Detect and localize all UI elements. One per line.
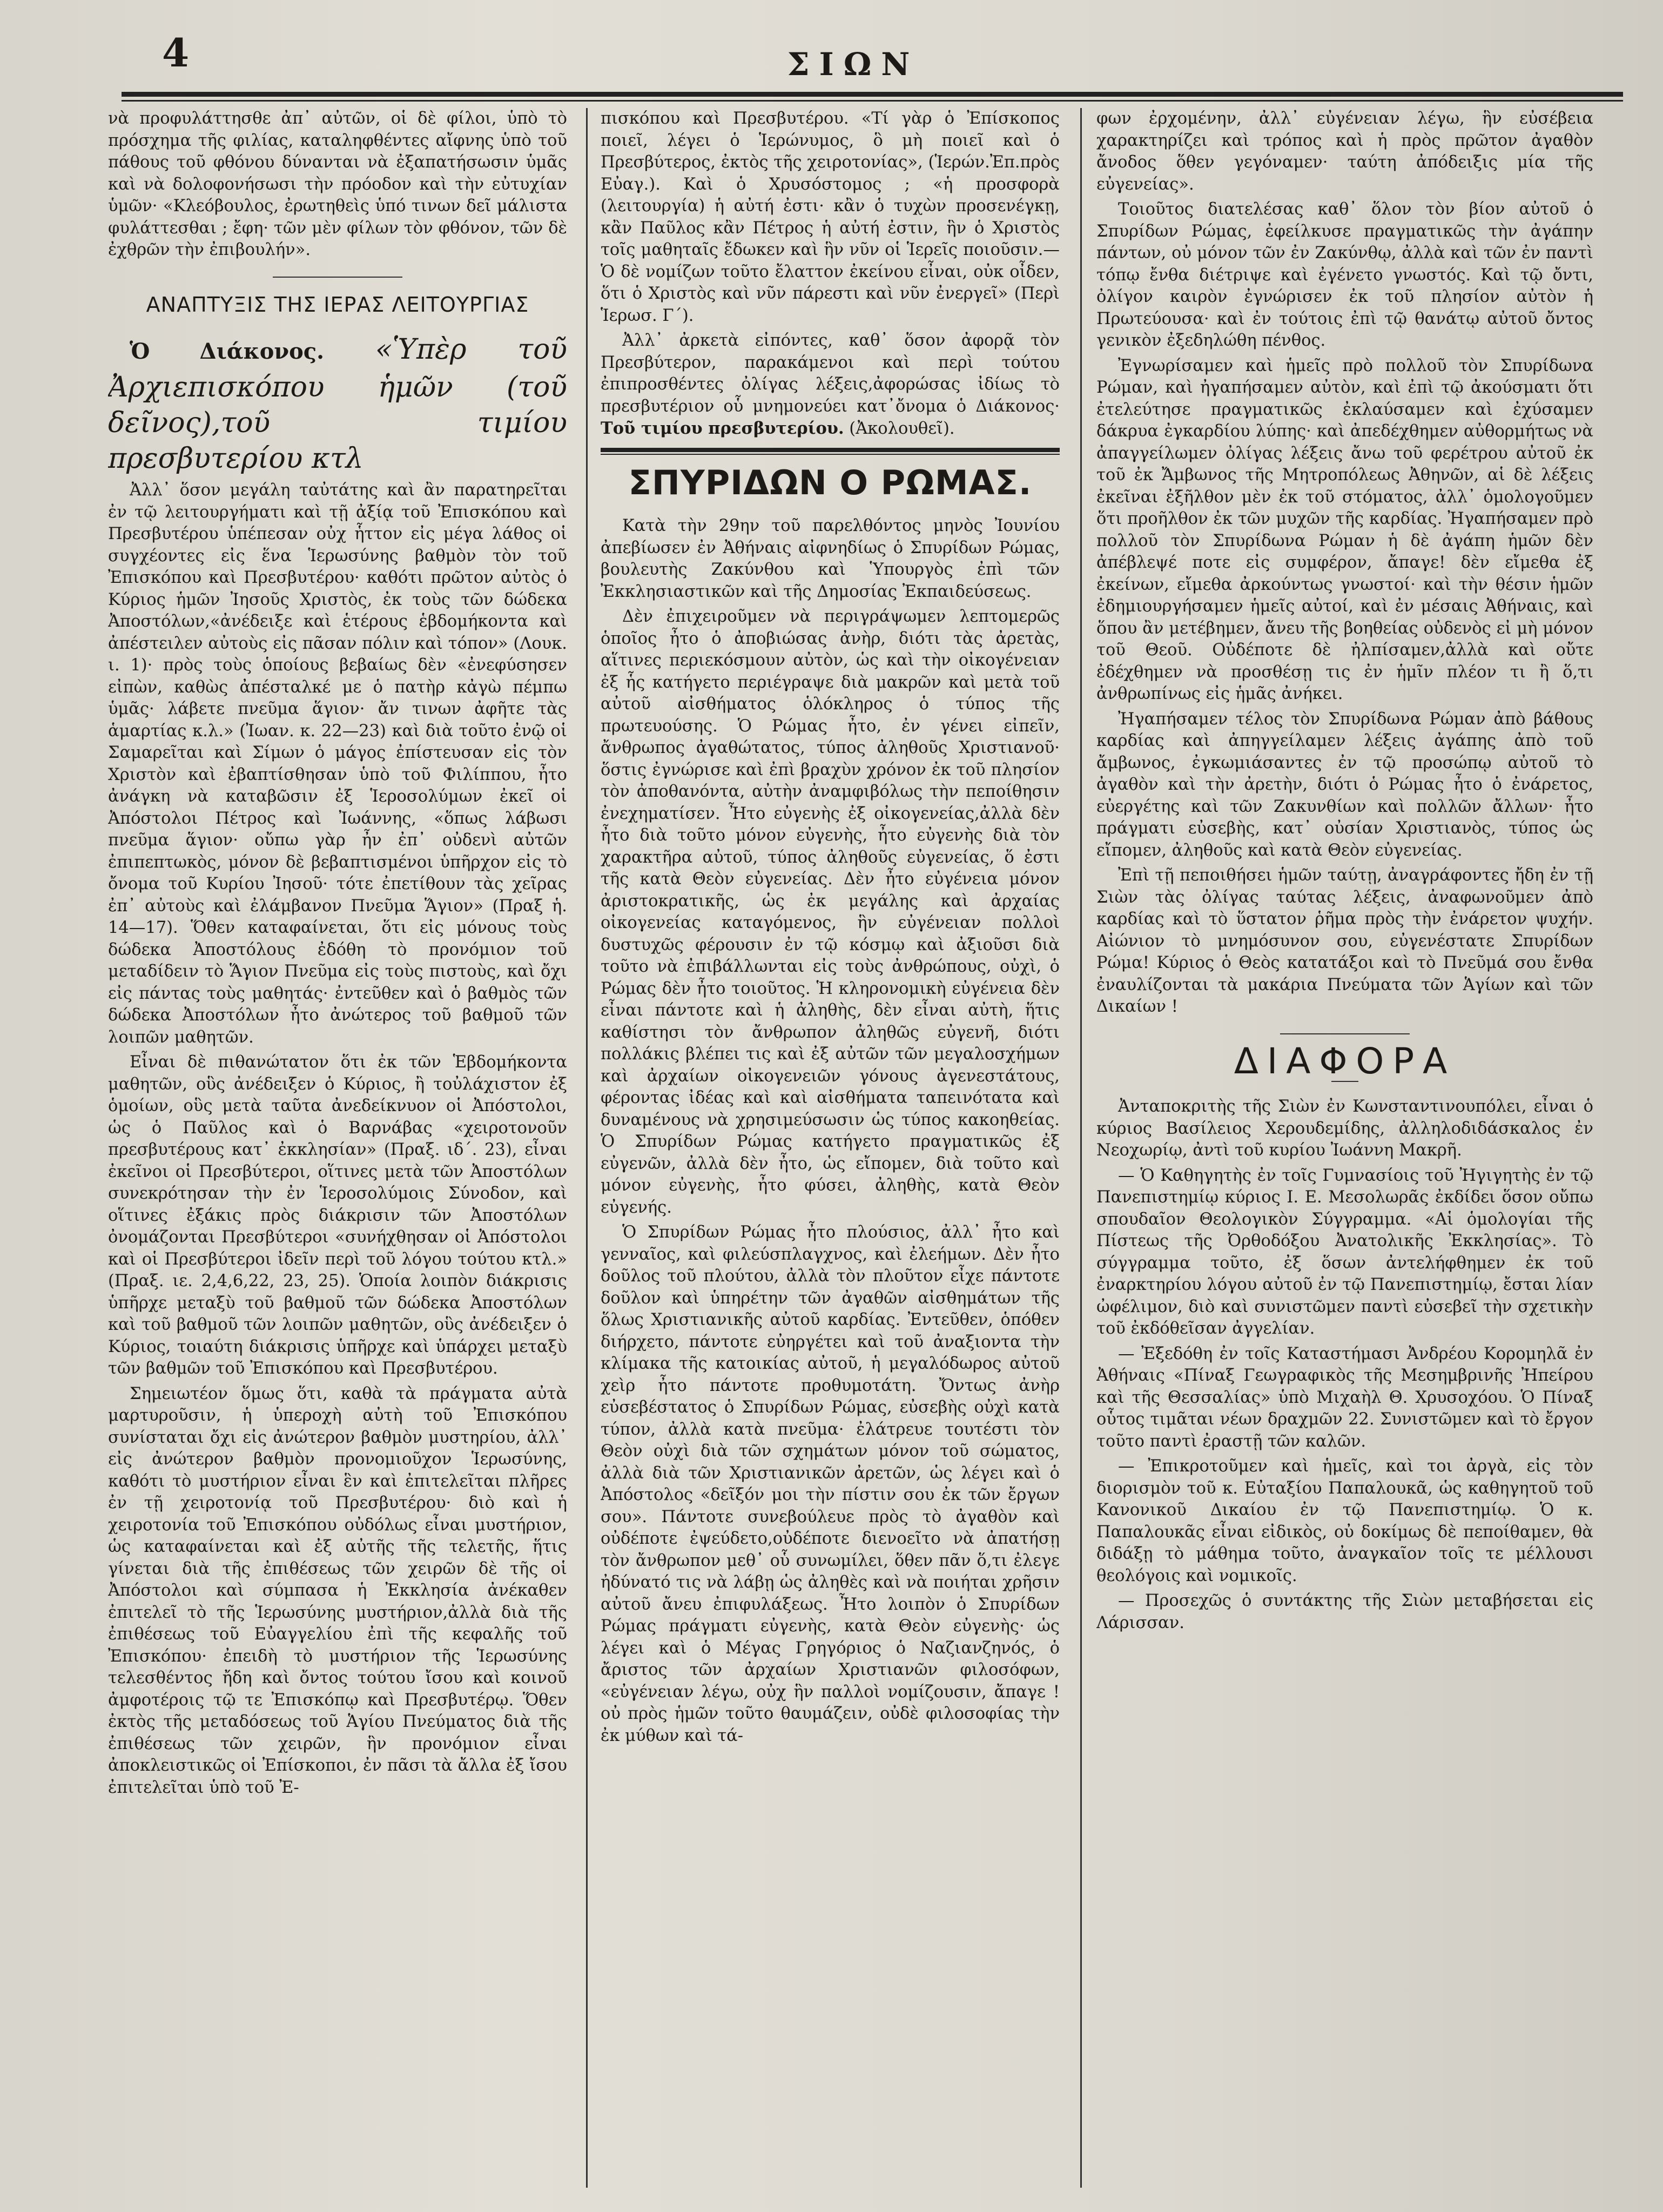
lead-label: Ὁ Διάκονος. xyxy=(130,339,325,364)
separator-rule xyxy=(1280,1033,1410,1034)
news-item: Ἀνταποκριτὴς τῆς Σιὼν ἐν Κωνσταντινουπόλει, εἶναι ὁ κύριος Βασίλειος Χερουδεμίδης, ἀλληλοδιδάσκαλος ἐν Νεοχωρίῳ, ἀντὶ τοῦ κυρίου Ἰωάννη Μακρῆ. xyxy=(1096,1097,1593,1160)
paragraph: Τοιοῦτος διατελέσας καθ᾽ ὅλον τὸν βίον αὐτοῦ ὁ Σπυρίδων Ρώμας, ἐφείλκυσε πραγματικῶς τὴν ἀγάπην πάντων, οὐ μόνον τῶν ἐν Ζακύνθῳ, ἀλλὰ καὶ τῶν ἐν παντὶ τόπῳ ἔνθα διέτριψε καὶ ἐγένετο γνωστός. Καὶ τῷ ὄντι, ὀλίγον καιρὸν ἐγνώρισεν ἐκ τοῦ πλησίον αὐτὸν ἡ Πρωτεύουσα· καὶ ἐν τούτοις ἐπὶ τῷ θανάτῳ αὐτοῦ ὄντος γενικὸν ἐξεδηλώθη πένθος. xyxy=(1096,200,1593,350)
paragraph: Σημειωτέον ὅμως ὅτι, καθὰ τὰ πράγματα αὐτὰ μαρτυροῦσιν, ἡ ὑπεροχὴ αὐτὴ τοῦ Ἐπισκόπου συνίσταται ὄχι εἰς ἀνώτερον βαθμὸν μυστηρίου, ἀλλ᾽ εἰς ἀνώτερον βαθμὸν προνομιοῦχον Ἱερωσύνης, καθότι τὸ μυστήριον εἶναι ἓν καὶ ἐπιτελεῖται πλῆρες ἐν τῇ χειροτονίᾳ τοῦ Πρεσβυτέρου· διὸ καὶ ἡ χειροτονία τοῦ Ἐπισκόπου οὐδόλως εἶναι μυστήριον, ὡς καταφαίνεται καὶ ἐξ αὐτῆς τῆς τελετῆς, ἥτις γίνεται διὰ τῆς ἐπιθέσεως τῶν χειρῶν δὲ τῆς οἱ Ἀπόστολοι καὶ σύμπασα ἡ Ἐκκλησία ἀνέκαθεν ἐπιτελεῖ τὸ τῆς Ἱερωσύνης μυστήριον,ἀλλὰ διὰ τῆς ἐπιθέσεως τοῦ Εὐαγγελίου ἐπὶ τῆς κεφαλῆς τοῦ Ἐπισκόπου· ἐπειδὴ τὸ μυστήριον τῆς Ἱερωσύνης τελεσθέντος ἤδη καὶ ὄντος τούτου ἴσου καὶ κοινοῦ ἀμφοτέροις τῷ τε Ἐπισκόπῳ καὶ Πρεσβυτέρῳ. Ὅθεν ἐκτὸς τῆς μεταδόσεως τοῦ Ἁγίου Πνεύματος διὰ τῆς ἐπιθέσεως τῶν χειρῶν, ἣν προνόμιον εἶναι ἀποκλειστικῶς οἱ Ἐπίσκοποι, ἐν πᾶσι τὰ ἄλλα ἐξ ἴσου ἐπιτελεῖται ὑπὸ τοῦ Ἐ- xyxy=(108,1384,567,1797)
lead-text: «Ὑπὲρ τοῦ Ἀρχιεπισκόπου ἡμῶν (τοῦ δεῖνος),τοῦ τιμίου πρεσβυτερίου κτλ xyxy=(108,333,567,475)
article-rule xyxy=(601,448,1060,455)
paragraph: φων ἐρχομένην, ἀλλ᾽ εὐγένειαν λέγω, ἣν εὐσέβεια χαρακτηρίζει καὶ τρόπος καὶ ἡ πρὸς πρῶτον ἀγαθὸν ἄνοδος ὅθεν γεγόναμεν· ταύτη ἀπόδειξις μία τῆς εὐγενείας». xyxy=(1096,109,1593,194)
paragraph: Δὲν ἐπιχειροῦμεν νὰ περιγράψωμεν λεπτομερῶς ὁποῖος ἦτο ὁ ἀποβιώσας ἀνὴρ, διότι τὰς ἀρετὰς, αἵτινες περιεκόσμουν αὐτὸν, ὡς καὶ τὴν οἰκογένειαν ἐξ ἧς κατήγετο περιέγραψε διὰ μακρῶν καὶ μετὰ τοῦ αὐτοῦ αἰσθήματος ὁλόκληρος ὁ τύπος τῆς πρωτευούσης. Ὁ Ρώμας ἦτο, ἐν γένει εἰπεῖν, ἄνθρωπος ἀγαθώτατος, τύπος ἀληθοῦς Χριστιανοῦ· ὅστις ἐγνώρισε καὶ ἐπὶ βραχὺν χρόνον ἐκ τοῦ πλησίον τὸν ἀποθανόντα, αὐτὴν ἀναμφιβόλως τὴν πεποίθησιν ἐνεχηματίσεν. Ἦτο εὐγενὴς ἐξ οἰκογενείας,ἀλλὰ δὲν ἦτο διὰ τοῦτο μόνον εὐγενὴς, ἦτο εὐγενὴς διὰ τὸν χαρακτῆρα αὐτοῦ, τύπος ἀληθοῦς εὐγενείας, ὅ ἐστι τῆς κατὰ Θεὸν εὐγενείας. Δὲν ἦτο εὐγένεια μόνον ἀριστοκρατικῆς, ὡς ἐκ μεγάλης καὶ ἀρχαίας οἰκογενείας καταγόμενος, ἣν εὐγένειαν πολλοὶ δυστυχῶς φέρουσιν ἐν τῷ κόσμῳ καὶ ἀξιοῦσι διὰ τοῦτο νὰ ἐπιβάλλωνται εἰς τοὺς ἀνθρώπους, οὐχὶ, ὁ Ρώμας δὲν ἦτο τοιοῦτος. Ἡ κληρονομικὴ εὐγένεια δὲν εἶναι πάντοτε καὶ ἡ ἀληθὴς, δὲν εἶναι αὐτὴ, ἥτις καθίστησι τὸν ἄνθρωπον ἀληθῶς εὐγενῆ, διότι πολλάκις βλέπει τις καὶ ἐξ αὐτῶν τῶν μεγαλοσχήμων καὶ ἀρχαίων οἰκογενειῶν γόνους ἀγενεστάτους, φέροντας ἰδέας καὶ καὶ αἰσθήματα ταπεινότατα καὶ δυναμένους νὰ χρησιμεύσωσιν ὡς τύπος κακοηθείας. Ὁ Σπυρίδων Ρώμας κατήγετο πραγματικῶς ἐξ εὐγενῶν, ἀλλὰ δὲν ἦτο, ὡς εἴπομεν, διὰ τοῦτο καὶ μόνον εὐγενὴς, ἦτο φύσει, ἀληθὴς, κατὰ Θεὸν εὐγενής. xyxy=(601,607,1060,1217)
page-number: 4 xyxy=(162,30,190,76)
column-rule-2 xyxy=(1080,108,1082,2188)
column-rule-1 xyxy=(586,108,588,2188)
bold-phrase: Τοῦ τιμίου πρεσβυτερίου. xyxy=(601,419,844,438)
column-3 xyxy=(1096,108,1593,2193)
paragraph: Ἐγνωρίσαμεν καὶ ἡμεῖς πρὸ πολλοῦ τὸν Σπυρίδωνα Ρώμαν, καὶ ἠγαπήσαμεν αὐτὸν, καὶ ἐπὶ τῷ ἀκούσματι ὅτι ἐτελεύτησε πραγματικῶς ἐκλαύσαμεν καὶ ἐχύσαμεν δάκρυα ἐγκαρδίου λύπης· καὶ ἀπεδέχθημεν αὐθορμήτως νὰ ἀπαγγείλωμεν ὀλίγας λέξεις ἄνω τοῦ φερέτρου αὐτοῦ ἐκ τοῦ ἐκ Ἄμβωνος τῆς Μητροπόλεως Ἀθηνῶν, αἱ δὲ λέξεις ἐκεῖναι ἐξῆλθον μὲν ἐκ τοῦ στόματος, ἀλλ᾽ ὁμολογοῦμεν ὅτι προῆλθον ἐκ τῶν μυχῶν τῆς καρδίας. Ἠγαπήσαμεν πρὸ πολλοῦ τὸν Σπυρίδωνα Ρώμαν ἡ δὲ ἀγάπη ἡμῶν δὲν ἀπέβλεψέ ποτε εἰς συμφέρον, ἄπαγε! δὲν εἴμεθα ἐξ ἐκείνων, εἴμεθα ἀρκούντως γνωστοί· καὶ τὴν θέσιν ἡμῶν ἐδημιουργήσαμεν ἡμεῖς αὐτοί, καὶ ἐν μέσαις Ἀθήναις, καὶ ὅπου ἂν μετέβημεν, ἄνευ τῆς βοηθείας οὐδενὸς εἰ μὴ μόνον τοῦ Θεοῦ. Οὐδέποτε δὲ ἠλπίσαμεν,ἀλλὰ καὶ οὔτε ἐδέχθημεν νὰ προσθέσῃ τις ἐν ἡμῖν πλέον τι ἢ ὅ,τι ἀνθρωπίνως εἰς ἡμᾶς ἀνήκει. xyxy=(1096,356,1593,703)
lead-paragraph xyxy=(108,332,567,476)
separator-rule xyxy=(273,277,402,278)
news-item: — Ἐπικροτοῦμεν καὶ ἡμεῖς, καὶ τοι ἀργὰ, εἰς τὸν διορισμὸν τοῦ κ. Εὐταξίου Παπαλουκᾶ, ὡς καθηγητοῦ τοῦ Κανονικοῦ Δικαίου ἐν τῷ Πανεπιστημίῳ. Ὁ κ. Παπαλουκᾶς εἶναι εἰδικὸς, οὐ δοκίμως δὲ πεποίθαμεν, θὰ διδάξῃ τὸ μάθημα τοῦτο, ἀναγκαῖον τοῖς τε μέλλουσι θεολόγοις καὶ νομικοῖς. xyxy=(1096,1457,1593,1585)
news-item: — Ὁ Καθηγητὴς ἐν τοῖς Γυμνασίοις τοῦ Ἠγιγητὴς ἐν τῷ Πανεπιστημίῳ κύριος Ι. Ε. Μεσολωρᾶς ἐκδίδει ὅσον οὔπω σπουδαῖον Θεολογικὸν Σύγγραμμα. «Αἱ ὁμολογίαι τῆς Πίστεως τῆς Ὀρθοδόξου Ἀνατολικῆς Ἐκκλησίας». Τὸ σύγγραμμα τοῦτο, ἐξ ὅσων ἀντελήφθημεν ἐκ τοῦ ἐναρκτηρίου λόγου αὐτοῦ ἐν τῷ Πανεπιστημίῳ, ἔσται λίαν ὠφέλιμον, διὸ καὶ συνιστῶμεν παντὶ εὐσεβεῖ τὴν σχετικὴν τοῦ ἐκδόθεῖσαν ἀγγελίαν. xyxy=(1096,1166,1593,1338)
varia-title: ΔΙΑΦΟΡΑ xyxy=(1234,1040,1456,1082)
column-1 xyxy=(108,108,567,2193)
paragraph-text: Ἀλλ᾽ ἀρκετὰ εἰπόντες, καθ᾽ ὅσον ἀφορᾷ τὸν Πρεσβύτερον, παρακάμενοι καὶ περὶ τούτου ἐπιπροσθέντες ὀλίγας λέξεις,ἀφορώσας ἰδίως τὸ πρεσβυτέριον οὗ μνημονεύει κατ᾽ὄνομα ὁ Διάκονος· xyxy=(601,331,1060,416)
paragraph: Κατὰ τὴν 29ην τοῦ παρελθόντος μηνὸς Ἰουνίου ἀπεβίωσεν ἐν Ἀθήναις αἰφνηδίως ὁ Σπυρίδων Ρώμας, βουλευτὴς Ζακύνθου καὶ Ὑπουργὸς ἐπὶ τῶν Ἐκκλησιαστικῶν καὶ τῆς Δημοσίας Ἐκπαιδεύσεως. xyxy=(601,516,1060,601)
header-rule xyxy=(122,92,1623,102)
column-2 xyxy=(601,108,1060,2193)
journal-name: ΣΙΩΝ xyxy=(787,46,920,83)
paragraph: Ἐπὶ τῇ πεποιθήσει ἡμῶν ταύτῃ, ἀναγράφοντες ἤδη ἐν τῇ Σιὼν τὰς ὀλίγας ταύτας λέξεις, ἀναφωνοῦμεν ἀπὸ καρδίας καὶ τὸ ὕστατον ῥῆμα πρὸς τὴν ἐνάρετον ψυχήν. Αἰώνιον τὸ μνημόσυνον σου, εὐγενέστατε Σπυρίδων Ρώμα! Κύριος ὁ Θεὸς κατατάξοι καὶ τὸ Πνεῦμά σου ἔνθα ἐναυλίζονται τὰ μακάρια Πνεύματα τῶν Ἁγίων καὶ τῶν Δικαίων ! xyxy=(1096,866,1593,1016)
section-title: ΑΝΑΠΤΥΞΙΣ ΤΗΣ ΙΕΡΑΣ ΛΕΙΤΟΥΡΓΙΑΣ xyxy=(146,292,529,317)
paragraph: νὰ προφυλάττησθε ἀπ᾽ αὐτῶν, οἱ δὲ φίλοι, ὑπὸ τὸ πρόσχημα τῆς φιλίας, καταληφθέντες αἴφνης ὑπὸ τοῦ πάθους τοῦ φθόνου δύνανται νὰ ἐξαπατήσωσιν ὑμᾶς καὶ νὰ δολοφονήσωσι τὴν πρόοδον καὶ τὴν εὐτυχίαν ὑμῶν· «Κλεόβουλος, ἐρωτηθεὶς ὑπό τινων δεῖ μάλιστα φυλάττεσθαι ; ἔφη· τῶν μὲν φίλων τὸν φθόνον, τῶν δὲ ἐχθρῶν τὴν ἐπιβουλήν». xyxy=(108,109,567,259)
paragraph xyxy=(601,330,1060,440)
news-item: — Προσεχῶς ὁ συντάκτης τῆς Σιὼν μεταβήσεται εἰς Λάρισσαν. xyxy=(1096,1591,1593,1632)
paragraph: Ἠγαπήσαμεν τέλος τὸν Σπυρίδωνα Ρώμαν ἀπὸ βάθους καρδίας καὶ ἀπηγγείλαμεν λέξεις ἀγάπης ἀπὸ τοῦ ἄμβωνος, ἐγκωμιάσαντες ἐν τῷ προσώπῳ αὐτοῦ τὸ ἀγαθὸν καὶ τὴν ἀρετὴν, διότι ὁ Ρώμας ἦτο ὁ ἐνάρετος, εὐεργέτης καὶ τῶν Ζακυνθίων καὶ πολλῶν ἄλλων· ἦτο πράγματι εὐσεβὴς, κατ᾽ οὐσίαν Χριστιανὸς, τύπος ὡς εἴπομεν, ἀληθοῦς καὶ κατὰ Θεὸν εὐγενείας. xyxy=(1096,709,1593,860)
news-item: — Ἐξεδόθη ἐν τοῖς Καταστήμασι Ἀνδρέου Κορομηλᾶ ἐν Ἀθήναις «Πίναξ Γεωγραφικὸς τῆς Μεσημβρινῆς Ἠπείρου καὶ τῆς Θεσσαλίας» ὑπὸ Μιχαὴλ Θ. Χρυσοχόου. Ὁ Πίναξ οὗτος τιμᾶται νέων δραχμῶν 22. Συνιστῶμεν καὶ τὸ ἔργον τοῦτο παντὶ ἐραστῇ τῶν καλῶν. xyxy=(1096,1344,1593,1451)
paragraph: Ἀλλ᾽ ὅσον μεγάλη ταὐτάτης καὶ ἂν παρατηρεῖται ἐν τῷ λειτουργήματι καὶ τῇ ἀξίᾳ τοῦ Ἐπισκόπου καὶ Πρεσβυτέρου ὑπέπεσαν οὐχ ἧττον εἰς μέγα λάθος οἱ συγχέοντες εἰς ἕνα Ἱερωσύνης βαθμὸν τὸν τοῦ Ἐπισκόπου καὶ Πρεσβυτέρου· καθότι πρῶτον αὐτὸς ὁ Κύριος ἡμῶν Ἰησοῦς Χριστὸς, ἐκ τοὺς τῶν δώδεκα Ἀποστόλων,«ἀνέδειξε καὶ ἑτέρους ἑβδομήκοντα καὶ ἀπέστειλεν αὐτοὺς εἰς πᾶσαν πόλιν καὶ τόπον» (Λουκ. ι. 1)· πρὸς τοὺς ὁποίους βεβαίως δὲν «ἐνεφύσησεν εἰπὼν, καθὼς ἀπέσταλκέ με ὁ πατὴρ κἀγὼ πέμπω ὑμᾶς· λάβετε πνεῦμα ἅγιον· ἄν τινων ἀφῆτε τὰς ἁμαρτίας κ.λ.» (Ἰωαν. κ. 22—23) καὶ διὰ τοῦτο ἐνῷ οἱ Σαμαρεῖται καὶ Σίμων ὁ μάγος ἐπίστευσαν εἰς τὸν Χριστὸν καὶ ἐβαπτίσθησαν ὑπὸ τοῦ Φιλίππου, ἦτο ἀνάγκη νὰ καταβῶσιν ἐξ Ἱεροσολύμων ἐκεῖ οἱ Ἀπόστολοι Πέτρος καὶ Ἰωάννης, «ὅπως λάβωσι πνεῦμα ἅγιον· οὔπω γὰρ ἦν ἐπ᾽ οὐδενὶ αὐτῶν ἐπιπεπτωκὸς, μόνον δὲ βεβαπτισμένοι ὑπῆρχον εἰς τὸ ὄνομα τοῦ Κυρίου Ἰησοῦ· τότε ἐπετίθουν τὰς χεῖρας ἐπ᾽ αὐτοὺς καὶ ἐλάμβανον Πνεῦμα Ἅγιον» (Πραξ ἡ. 14—17). Ὅθεν καταφαίνεται, ὅτι εἰς μόνους τοὺς δώδεκα Ἀποστόλους ἐδόθη τὸ προνόμιον τοῦ μεταδίδειν τὸ Ἅγιον Πνεῦμα εἰς τοὺς πιστοὺς, καὶ ὄχι εἰς πάντας τοὺς μαθητάς· ἐντεῦθεν καὶ ὁ βαθμὸς τῶν δώδεκα Ἀποστόλων ἦτο ἀνώτερος τοῦ βαθμοῦ τῶν λοιπῶν μαθητῶν. xyxy=(108,481,567,1047)
continued-note: (Ἀκολουθεῖ). xyxy=(849,419,955,438)
paragraph: Εἶναι δὲ πιθανώτατον ὅτι ἐκ τῶν Ἑβδομήκοντα μαθητῶν, οὓς ἀνέδειξεν ὁ Κύριος, ἢ τοὐλάχιστον ἐξ ὁμοίων, οὓς μετὰ ταῦτα ἀνεδείκνυον οἱ Ἀπόστολοι, ὡς ὁ Παῦλος καὶ ὁ Βαρνάβας «χειροτονοῦν πρεσβυτέρους κατ᾽ ἐκκλησίαν» (Πραξ. ιδ΄. 23), εἶναι ἐκεῖνοι οἱ Πρεσβύτεροι, οἵτινες μετὰ τῶν Ἀποστόλων συνεκρότησαν τὴν ἐν Ἱεροσολύμοις Σύνοδον, καὶ οἵτινες ἐξάκις πρὸς διάκρισιν τῶν Ἀποστόλων ὀνομάζονται Πρεσβύτεροι «συνήχθησαν οἱ Ἀπόστολοι καὶ οἱ Πρεσβύτεροι ἰδεῖν περὶ τοῦ λόγου τούτου κτλ.» (Πραξ. ιε. 2,4,6,22, 23, 25). Ὁποία λοιπὸν διάκρισις ὑπῆρχε μεταξὺ τοῦ βαθμοῦ τῶν δώδεκα Ἀποστόλων καὶ τοῦ βαθμοῦ τῶν λοιπῶν μαθητῶν, οὓς ἀνέδειξεν ὁ Κύριος, τοιαύτη διάκρισις ὑπῆρχε καὶ ὑπάρχει μεταξὺ τῶν βαθμῶν τοῦ Ἐπισκόπου καὶ Πρεσβυτέρου. xyxy=(108,1053,567,1378)
paragraph: Ὁ Σπυρίδων Ρώμας ἦτο πλούσιος, ἀλλ᾽ ἦτο καὶ γενναῖος, καὶ φιλεύσπλαγχνος, καὶ ἐλεήμων. Δὲν ἦτο δοῦλος τοῦ πλούτου, ἀλλὰ τὸν πλοῦτον εἶχε πάντοτε δοῦλον καὶ ὑπηρέτην τῶν ἀγαθῶν αἰσθημάτων τῆς ὅλως Χριστιανικῆς αὐτοῦ καρδίας. Ἐντεῦθεν, ὁπόθεν διήρχετο, πάντοτε εὐηργέτει καὶ τοῦ ἀναξιοντα τὴν κλίμακα τῆς κατοικίας αὐτοῦ, ἡ μεγαλόδωρος αὐτοῦ χεὶρ ἦτο πάντοτε προθυμοτάτη. Ὄντως ἀνὴρ εὐσεβέστατος ὁ Σπυρίδων Ρώμας, εὐσεβὴς οὐχὶ κατὰ τύπον, ἀλλὰ κατὰ πνεῦμα· ἐλάτρευε τουτέστι τὸν Θεὸν οὐχὶ διὰ τῶν σχημάτων μόνον τοῦ σώματος, ἀλλὰ διὰ τῶν Χριστιανικῶν ἀρετῶν, ὡς λέγει καὶ ὁ Ἀπόστολος «δεῖξόν μοι τὴν πίστιν σου ἐκ τῶν ἔργων σου». Πάντοτε συνεβούλευε πρὸς τὸ ἀγαθὸν καὶ οὐδέποτε ἐψεύδετο,οὐδέποτε διενοεῖτο νὰ ἀπατήσῃ τὸν ἄνθρωπον μεθ᾽ οὗ συνωμίλει, ὅθεν πᾶν ὅ,τι ἐλεγε ἠδύνατό τις νὰ λάβῃ ὡς ἀληθὲς καὶ νὰ ποιήται χρῆσιν αὐτοῦ ἄνευ ἐπιφυλάξεως. Ἦτο λοιπὸν ὁ Σπυρίδων Ρώμας πράγματι εὐγενὴς, κατὰ Θεὸν εὐγενὴς· ὡς λέγει καὶ ὁ Μέγας Γρηγόριος ὁ Ναζιανζηνός, ὁ ἄριστος τῶν ἀρχαίων Χριστιανῶν φιλοσόφων, «εὐγένειαν λέγω, οὐχ ἣν παλλοὶ νομίζουσιν, ἄπαγε ! οὐ πρὸς ἡμῶν τοῦτο θαυμάζειν, οὐδὲ φιλοσοφίας τὴν ἐκ μύθων καὶ τά- xyxy=(601,1223,1060,1745)
paragraph: πισκόπου καὶ Πρεσβυτέρου. «Τί γὰρ ὁ Ἐπίσκοπος ποιεῖ, λέγει ὁ Ἱερώνυμος, ὃ μὴ ποιεῖ καὶ ὁ Πρεσβύτερος, ἐκτὸς τῆς χειροτονίας», (Ἱερών.Ἐπ.πρὸς Εὐαγ.). Καὶ ὁ Χρυσόστομος ; «ἡ προσφορὰ (λειτουργία) ἡ αὐτή ἐστι· κἂν ὁ τυχὼν προσενέγκῃ, κἂν Παῦλος κἂν Πέτρος ἡ αὐτή ἐστιν, ἣν ὁ Χριστὸς τοῖς μαθηταῖς ἔδωκεν καὶ ἣν νῦν οἱ Ἱερεῖς ποιοῦσιν.—Ὁ δὲ νομίζων τοῦτο ἔλαττον ἐκείνου εἶναι, οὐκ οἶδεν, ὅτι ὁ Χριστὸς καὶ νῦν πάρεστι καὶ νῦν ἐνεργεῖ» (Περὶ Ἱερωσ. Γ΄). xyxy=(601,109,1060,325)
article-title: ΣΠΥΡΙΔΩΝ Ο ΡΩΜΑΣ. xyxy=(628,462,1032,502)
